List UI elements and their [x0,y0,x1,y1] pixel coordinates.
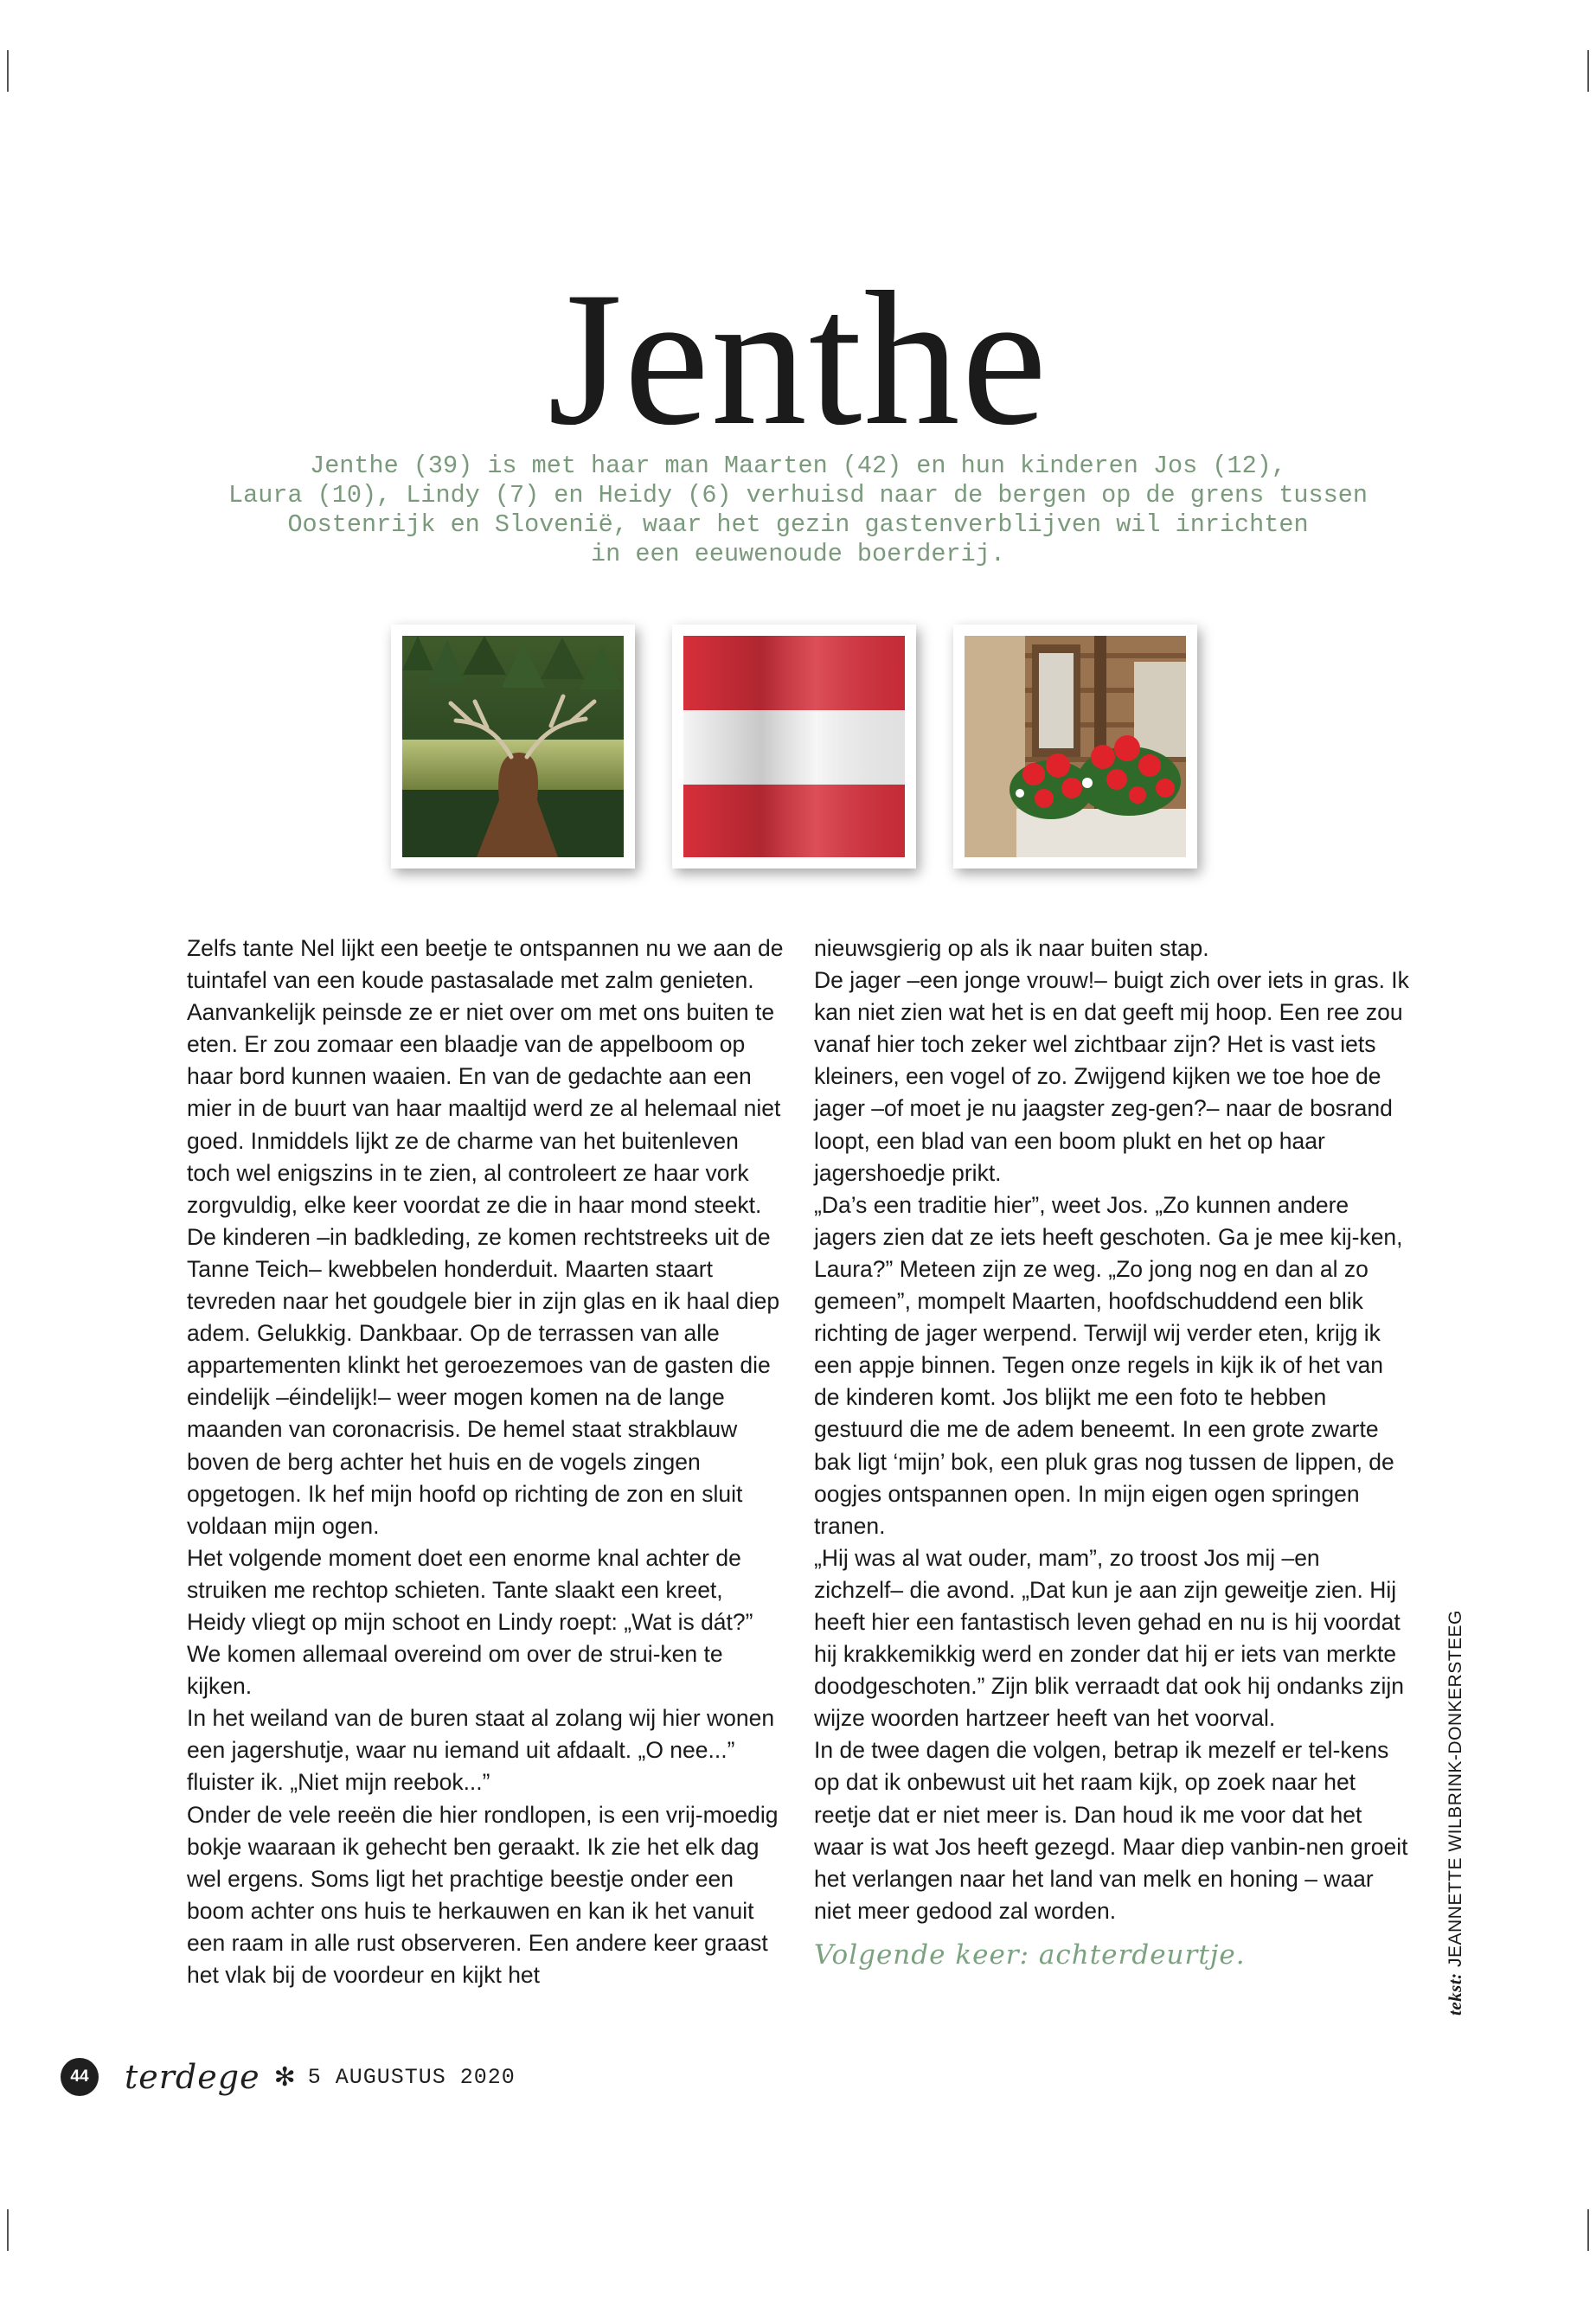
austrian-flag-icon [683,636,905,857]
credit-author: JEANNETTE WILBRINK-DONKERSTEEG [1445,1610,1465,1967]
article-paragraph: „Da’s een traditie hier”, weet Jos. „Zo kunnen andere jagers zien dat ze iets heeft geschoten. Ga je mee kij-ken, Laura?” Meteen zijn ze weg. „Zo jong nog en dan al zo gemeen”, mompelt Maarten, hoofdschuddend een blik richting de jager werpend. Terwijl wij verder eten, krijg ik een appje binnen. Tegen onze regels in kijk ik of het van de kinderen komt. Jos blijkt me een foto te hebben gestuurd die me de adem beneemt. In een grote zwarte bak ligt ‘mijn’ bok, een pluk gras nog tussen de lippen, de oogjes ontspannen open. In mijn eigen ogen springen tranen. [814,1191,1403,1539]
photo-strip [391,625,1206,875]
asterisk-separator-icon: ✻ [273,2062,296,2092]
author-credit [1445,1610,1466,2016]
crop-mark [7,2209,9,2251]
article-column-right [814,933,1411,1971]
next-time-signoff: Volgende keer: achterdeurtje. [814,1939,1246,1971]
article-paragraph: In de twee dagen die volgen, betrap ik mezelf er tel-kens op dat ik onbewust uit het raam kijk, op zoek naar het reetje dat er niet meer is. Dan houd ik me voor dat het waar is wat Jos heeft gezegd. Maar diep vanbin-nen groeit het verlangen naar het land van melk en honing – waar niet meer gedood zal worden. [814,1737,1408,1924]
article-paragraph: In het weiland van de buren staat al zolang wij hier wonen een jagershutje, waar nu iemand uit afdaalt. „O nee...” fluister ik. „Niet mijn reebok...” [187,1705,775,1796]
article-column-left [187,933,784,1991]
magazine-name: terdege [125,2058,260,2096]
crop-mark [1587,50,1589,92]
photo-frame-deer [391,625,635,868]
photo-frame-chalet [953,625,1197,868]
issue-date: 5 AUGUSTUS 2020 [307,2064,516,2090]
article-paragraph: Zelfs tante Nel lijkt een beetje te ontspannen nu we aan de tuintafel van een koude pastasalade met zalm genieten. Aanvankelijk peinsde ze er niet over om met ons buiten te eten. Er zou zomaar een blaadje van de appelboom op haar bord kunnen waaien. En van de gedachte aan een mier in de buurt van haar maaltijd werd ze al helemaal niet goed. Inmiddels lijkt ze de charme van het buitenleven toch wel enigszins in te zien, al controleert ze haar vork zorgvuldig, elke keer voordat ze die in haar mond steekt. [187,935,784,1218]
chalet-flowers-photo-icon [965,636,1186,857]
page-footer [61,2056,516,2098]
article-paragraph: De jager –een jonge vrouw!– buigt zich over iets in gras. Ik kan niet zien wat het is en dat geeft mij hoop. Een ree zou vanaf hier toch zeker wel zichtbaar zijn? Het is vast iets kleiners, een vogel of zo. Zwijgend kijken we toe hoe de jager –of moet je nu jaagster zeg-gen?– naar de bosrand loopt, een blad van een boom plukt en het op haar jagershoedje prikt. [814,967,1409,1186]
crop-mark [7,50,9,92]
credit-label: tekst: [1445,1972,1465,2016]
page-number: 44 [61,2058,99,2096]
article-title: Jenthe [547,253,1049,465]
crop-mark [1587,2209,1589,2251]
article-paragraph: „Hij was al wat ouder, mam”, zo troost Jos mij –en zichzelf– die avond. „Dat kun je aan zijn geweitje zien. Hij heeft hier een fantastisch leven gehad en nu is hij voordat hij krakkemikkig werd en zonder dat hij er iets van merkte doodgeschoten.” Zijn blik verraadt dat ook hij ondanks zijn wijze woorden hartzeer heeft van het voorval. [814,1544,1405,1732]
photo-frame-flag [672,625,916,868]
article-paragraph: nieuwsgierig op als ik naar buiten stap. [814,935,1209,961]
article-intro: Jenthe (39) is met haar man Maarten (42) en hun kinderen Jos (12), Laura (10), Lindy (7) en Heidy (6) verhuisd naar de bergen op de grens tussen Oostenrijk en Slovenië, waar het gezin gastenverblijven wil inrichten in een eeuwenoude boerderij. [228,452,1368,568]
deer-photo-icon [402,636,624,857]
article-paragraph: De kinderen –in badkleding, ze komen rechtstreeks uit de Tanne Teich– kwebbelen honderduit. Maarten staart tevreden naar het goudgele bier in zijn glas en ik haal diep adem. Gelukkig. Dankbaar. Op de terrassen van alle appartementen klinkt het geroezemoes van de gasten die eindelijk –éindelijk!– weer mogen komen na de lange maanden van coronacrisis. De hemel staat strakblauw boven de berg achter het huis en de vogels zingen opgetogen. Ik hef mijn hoofd op richting de zon en sluit voldaan mijn ogen. [187,1223,780,1539]
article-paragraph: Het volgende moment doet een enorme knal achter de struiken me rechtop schieten. Tante slaakt een kreet, Heidy vliegt op mijn schoot en Lindy roept: „Wat is dát?” We komen allemaal overeind om over de strui-ken te kijken. [187,1544,753,1700]
article-paragraph: Onder de vele reeën die hier rondlopen, is een vrij-moedig bokje waaraan ik gehecht ben geraakt. Ik zie het elk dag wel ergens. Soms ligt het prachtige beestje onder een boom achter ons huis te herkauwen en kan ik het vanuit een raam in alle rust observeren. Een andere keer graast het vlak bij de voordeur en kijkt het [187,1801,779,1988]
